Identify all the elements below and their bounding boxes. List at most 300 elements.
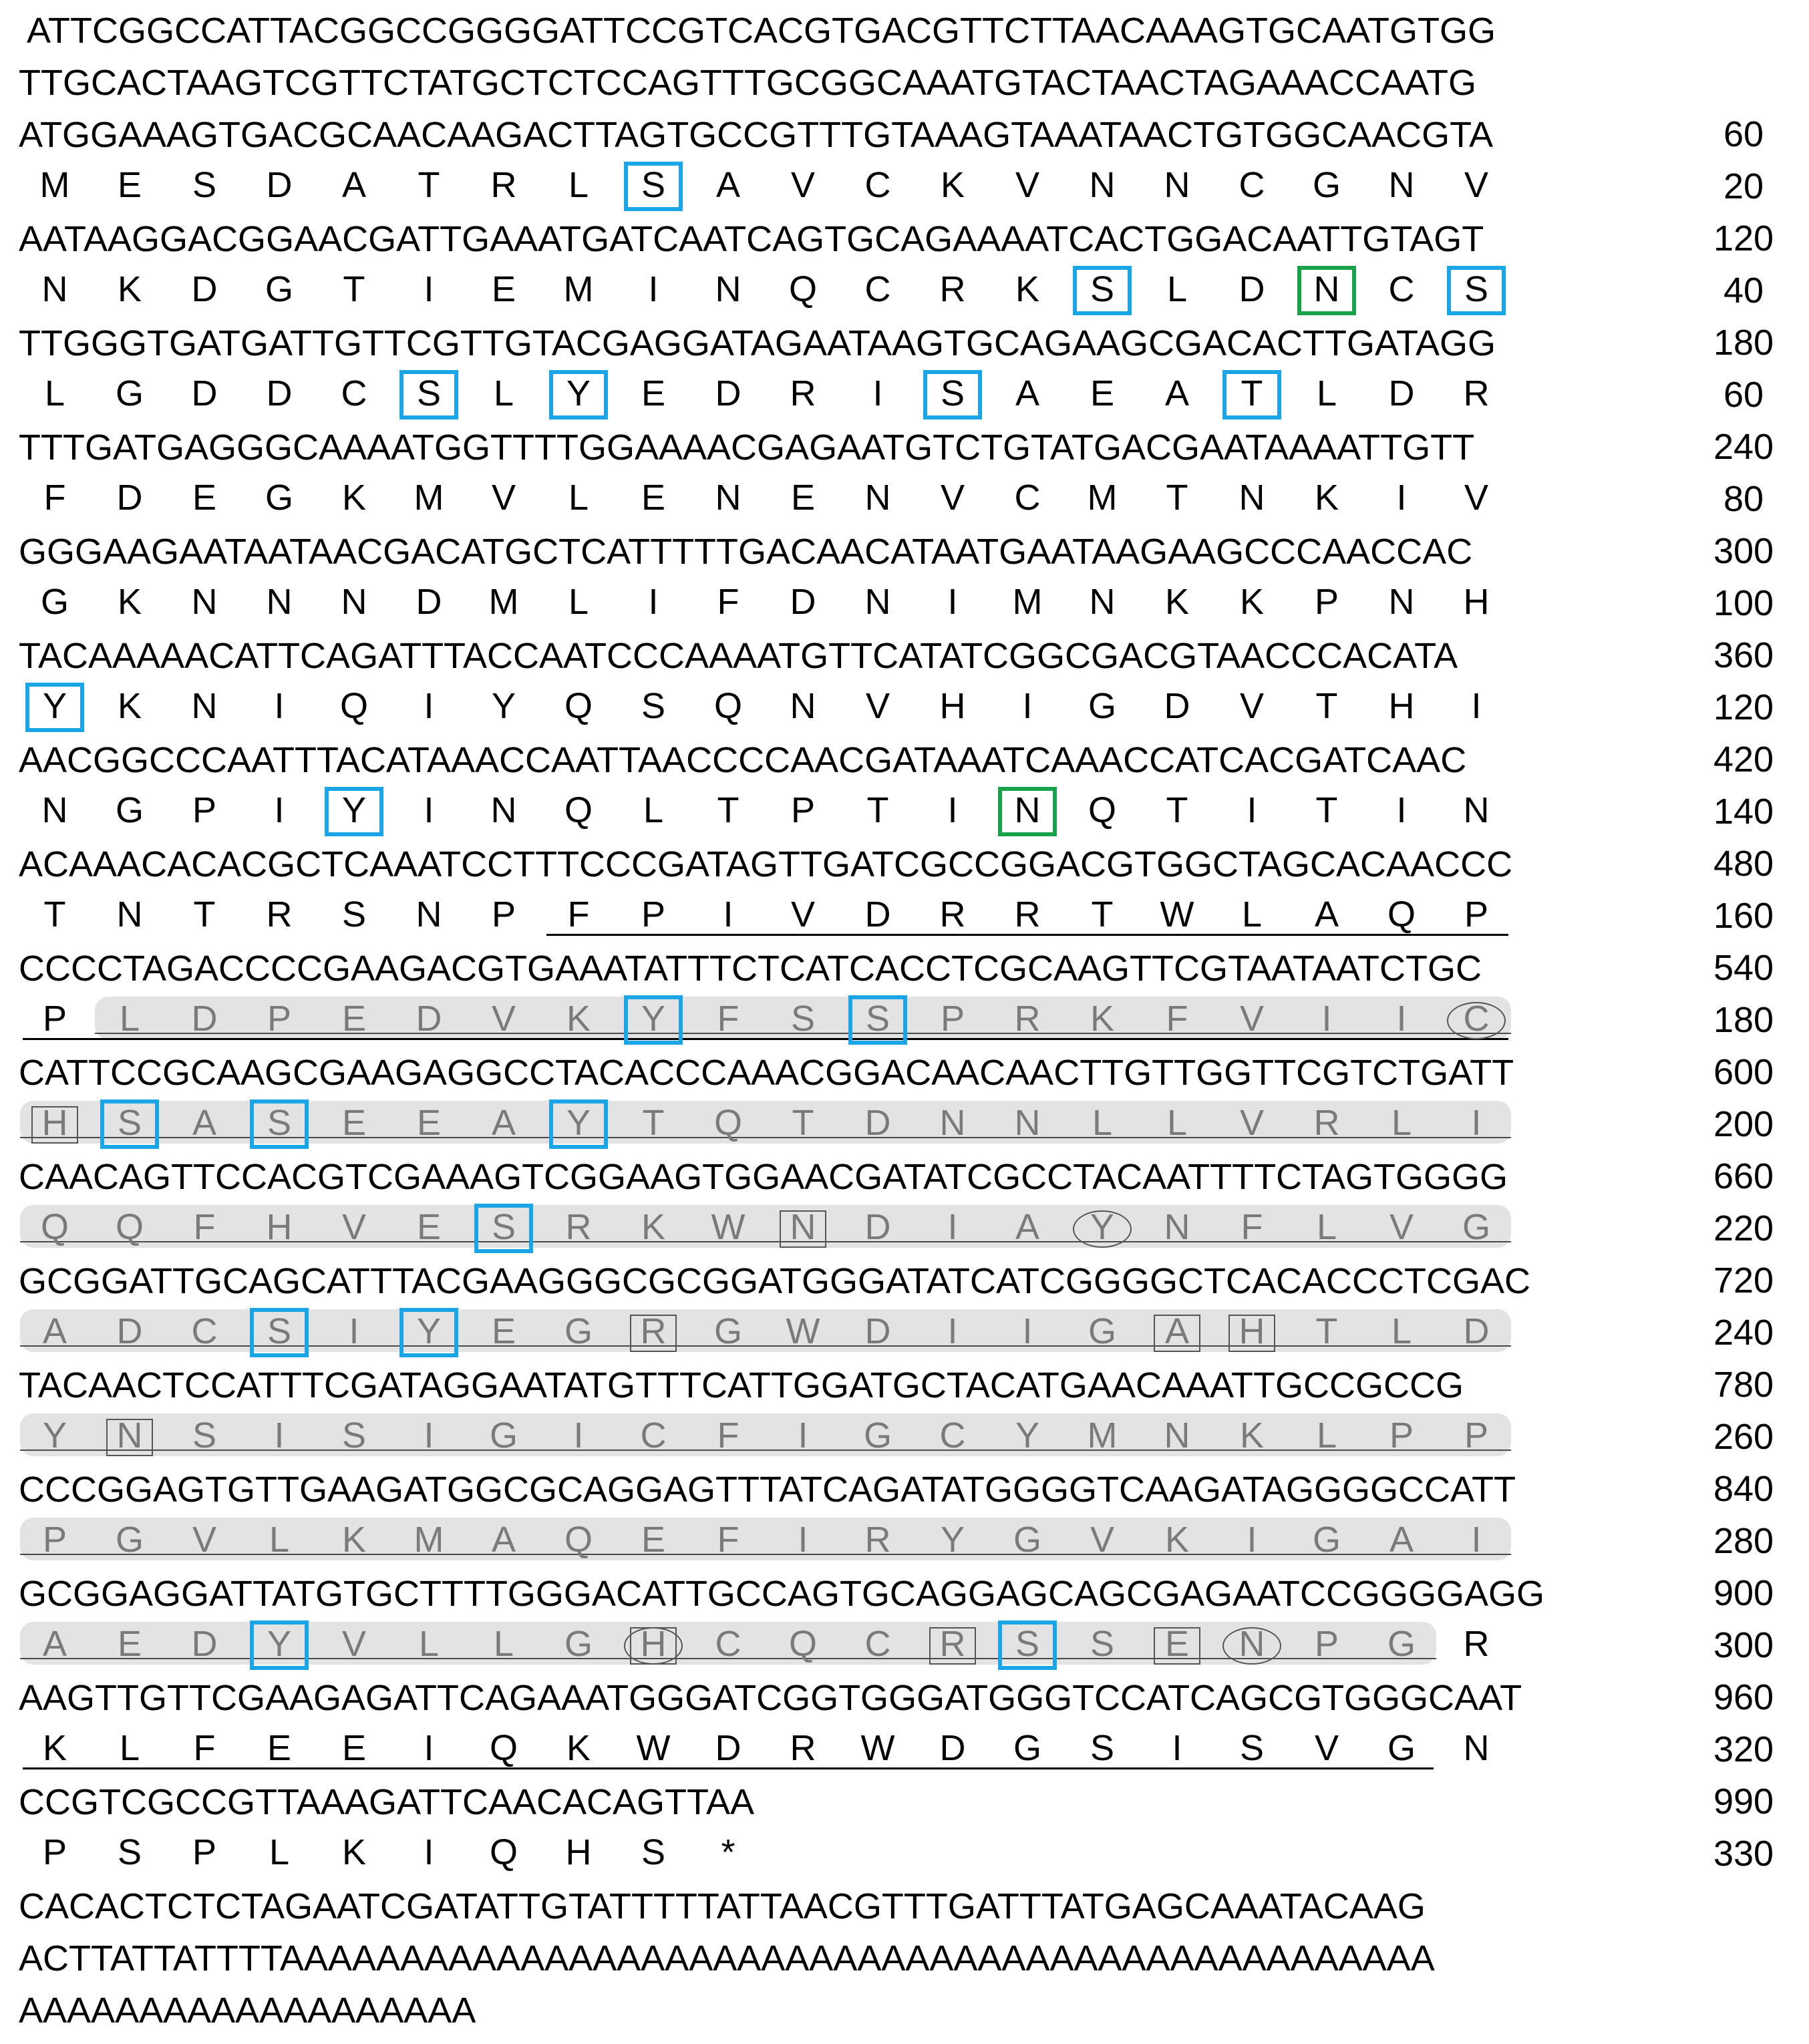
amino-acid: P bbox=[192, 790, 217, 830]
amino-acid: N bbox=[1164, 1207, 1190, 1247]
amino-acid: S bbox=[341, 1415, 367, 1456]
amino-acid: G bbox=[40, 582, 69, 622]
amino-acid: Q bbox=[1088, 790, 1116, 830]
amino-acid: V bbox=[1464, 165, 1489, 205]
modified-residue-box bbox=[1154, 1627, 1200, 1665]
amino-acid: G bbox=[1312, 1520, 1341, 1560]
amino-acid: T bbox=[866, 790, 889, 830]
nucleotide-sequence: AAGTTGTTCGAAGAGATTCAGAAATGGGATCGGTGGGATGGGTCCATCAGCGTGGGCAAT bbox=[19, 1678, 1522, 1718]
amino-acid: N bbox=[1164, 165, 1190, 205]
amino-acid: I bbox=[573, 1415, 584, 1456]
amino-acid: E bbox=[117, 165, 142, 205]
amino-acid: V bbox=[491, 478, 516, 518]
amino-acid-line bbox=[0, 1511, 1809, 1563]
amino-acid: I bbox=[798, 1415, 808, 1456]
amino-acid-position: 60 bbox=[1723, 375, 1764, 415]
amino-acid: S bbox=[341, 894, 367, 934]
nucleotide-line bbox=[0, 521, 1809, 573]
amino-acid: K bbox=[117, 582, 142, 622]
amino-acid: C bbox=[1388, 269, 1415, 309]
modified-residue-box bbox=[106, 1419, 153, 1456]
amino-acid: Y bbox=[267, 1624, 292, 1664]
amino-acid: D bbox=[191, 999, 218, 1039]
amino-acid: N bbox=[191, 582, 218, 622]
amino-acid: I bbox=[1396, 790, 1407, 830]
amino-acid: K bbox=[1090, 999, 1115, 1039]
amino-acid: P bbox=[940, 999, 965, 1039]
nucleotide-sequence: AATAAGGACGGAACGATTGAAATGATCAATCAGTGCAGAAAATCACTGGACAATTGTAGT bbox=[19, 219, 1484, 259]
amino-acid: Q bbox=[713, 1103, 742, 1143]
amino-acid-position: 140 bbox=[1713, 792, 1774, 832]
amino-acid: V bbox=[341, 1207, 367, 1247]
amino-acid: A bbox=[1015, 373, 1040, 413]
amino-acid: P bbox=[641, 894, 666, 934]
amino-acid: S bbox=[641, 1832, 666, 1872]
amino-acid: N bbox=[1014, 790, 1041, 830]
amino-acid-line bbox=[0, 1198, 1809, 1250]
amino-acid: Q bbox=[115, 1207, 144, 1247]
amino-acid: G bbox=[1387, 1728, 1416, 1768]
amino-acid: P bbox=[42, 1520, 67, 1560]
amino-acid: K bbox=[341, 1520, 367, 1560]
amino-acid: N bbox=[416, 894, 442, 934]
nucleotide-position: 180 bbox=[1713, 323, 1774, 363]
amino-acid: T bbox=[1315, 686, 1338, 726]
amino-acid: Y bbox=[416, 1311, 442, 1351]
amino-acid: C bbox=[1014, 478, 1041, 518]
catalytic-residue-circle bbox=[1222, 1627, 1281, 1665]
amino-acid: Q bbox=[1387, 894, 1416, 934]
amino-acid: E bbox=[192, 478, 217, 518]
amino-acid: S bbox=[940, 373, 965, 413]
amino-acid: L bbox=[493, 1624, 514, 1664]
amino-acid: V bbox=[1464, 478, 1489, 518]
amino-acid: I bbox=[424, 1415, 434, 1456]
nucleotide-line bbox=[0, 1250, 1809, 1303]
amino-acid: T bbox=[1091, 894, 1114, 934]
amino-acid: L bbox=[643, 790, 664, 830]
phosphorylation-site-box bbox=[250, 1621, 309, 1670]
nucleotide-sequence: GCGGAGGATTATGTGCTTTTGGGACATTGCCAGTGCAGGAGCAGCGAGAATCCGGGGAGG bbox=[19, 1574, 1545, 1614]
amino-acid: M bbox=[39, 165, 70, 205]
nucleotide-line bbox=[0, 938, 1809, 990]
amino-acid: I bbox=[1022, 1311, 1033, 1351]
amino-acid: S bbox=[790, 999, 816, 1039]
amino-acid: R bbox=[640, 1311, 667, 1351]
amino-acid: Y bbox=[1015, 1415, 1040, 1456]
amino-acid: Y bbox=[641, 999, 666, 1039]
nucleotide-position: 900 bbox=[1713, 1573, 1774, 1613]
amino-acid-position: 40 bbox=[1723, 271, 1764, 311]
amino-acid: F bbox=[717, 1520, 739, 1560]
amino-acid: V bbox=[192, 1520, 217, 1560]
amino-acid: V bbox=[940, 478, 965, 518]
amino-acid: K bbox=[117, 686, 142, 726]
amino-acid: T bbox=[642, 1103, 665, 1143]
amino-acid: S bbox=[192, 165, 217, 205]
amino-acid: G bbox=[564, 1311, 593, 1351]
nucleotide-line bbox=[0, 1928, 1809, 1980]
amino-acid: H bbox=[266, 1207, 293, 1247]
amino-acid: R bbox=[266, 894, 293, 934]
amino-acid: N bbox=[1014, 1103, 1041, 1143]
amino-acid: Y bbox=[566, 373, 591, 413]
amino-acid: N bbox=[341, 582, 367, 622]
amino-acid: V bbox=[341, 1624, 367, 1664]
amino-acid: L bbox=[418, 1624, 440, 1664]
amino-acid: V bbox=[1239, 686, 1265, 726]
amino-acid: D bbox=[864, 894, 891, 934]
amino-acid: N bbox=[1388, 582, 1415, 622]
amino-acid: G bbox=[1088, 686, 1116, 726]
amino-acid: G bbox=[1013, 1520, 1041, 1560]
modified-residue-box bbox=[630, 1315, 677, 1352]
amino-acid: F bbox=[193, 1728, 216, 1768]
amino-acid: D bbox=[1164, 686, 1190, 726]
amino-acid: N bbox=[116, 1415, 143, 1456]
amino-acid: K bbox=[1164, 582, 1190, 622]
modified-residue-box bbox=[1228, 1315, 1275, 1352]
amino-acid: N bbox=[1089, 582, 1116, 622]
amino-acid: E bbox=[1090, 373, 1115, 413]
nucleotide-sequence: GCGGATTGCAGCATTTACGAAGGGCGCGGATGGGATATCATCGGGGCTCACACCCTCGAC bbox=[19, 1261, 1531, 1301]
amino-acid: G bbox=[489, 1415, 518, 1456]
modified-residue-box bbox=[780, 1210, 826, 1248]
amino-acid: M bbox=[414, 1520, 444, 1560]
nucleotide-sequence: TACAACTCCATTTCGATAGGAATATGTTTCATTGGATGCTACATGAACAAATTGCCGCCG bbox=[19, 1365, 1464, 1405]
amino-acid: E bbox=[491, 269, 516, 309]
amino-acid: K bbox=[641, 1207, 666, 1247]
amino-acid: L bbox=[568, 582, 589, 622]
phosphorylation-site-box bbox=[474, 1204, 533, 1253]
amino-acid: S bbox=[1239, 1728, 1265, 1768]
amino-acid: C bbox=[191, 1311, 218, 1351]
amino-acid: I bbox=[648, 582, 659, 622]
amino-acid-position: 300 bbox=[1713, 1625, 1774, 1665]
phosphorylation-site-box bbox=[848, 995, 907, 1045]
amino-acid: N bbox=[1164, 1415, 1190, 1456]
amino-acid: T bbox=[1315, 1311, 1338, 1351]
amino-acid: P bbox=[1314, 1624, 1339, 1664]
amino-acid: L bbox=[1316, 373, 1337, 413]
nucleotide-sequence: ATGGAAAGTGACGCAACAAGACTTAGTGCCGTTTGTAAAGTAAATAACTGTGGCAACGTA bbox=[19, 115, 1494, 155]
amino-acid-position: 260 bbox=[1713, 1417, 1774, 1457]
amino-acid: Q bbox=[564, 1520, 593, 1560]
nucleotide-line bbox=[0, 208, 1809, 261]
amino-acid-position: 330 bbox=[1713, 1834, 1774, 1874]
amino-acid: I bbox=[1471, 1520, 1482, 1560]
amino-acid-line bbox=[0, 990, 1809, 1042]
amino-acid: E bbox=[341, 1728, 367, 1768]
amino-acid: N bbox=[715, 269, 742, 309]
nucleotide-position: 840 bbox=[1713, 1469, 1774, 1509]
amino-acid: G bbox=[564, 1624, 593, 1664]
amino-acid: N bbox=[939, 1103, 966, 1143]
nucleotide-position: 720 bbox=[1713, 1260, 1774, 1301]
nucleotide-line bbox=[0, 625, 1809, 677]
amino-acid: T bbox=[1241, 373, 1263, 413]
amino-acid: A bbox=[1314, 894, 1339, 934]
amino-acid: D bbox=[1239, 269, 1265, 309]
amino-acid: P bbox=[192, 1832, 217, 1872]
amino-acid: C bbox=[864, 165, 891, 205]
amino-acid: T bbox=[717, 790, 739, 830]
amino-acid: L bbox=[1316, 1415, 1337, 1456]
amino-acid: E bbox=[267, 1728, 292, 1768]
amino-acid: T bbox=[1315, 790, 1338, 830]
amino-acid: V bbox=[1314, 1728, 1339, 1768]
nucleotide-position: 960 bbox=[1713, 1677, 1774, 1717]
amino-acid: V bbox=[1015, 165, 1040, 205]
amino-acid-line bbox=[0, 573, 1809, 625]
amino-acid: Q bbox=[788, 269, 817, 309]
amino-acid: T bbox=[193, 894, 216, 934]
amino-acid: R bbox=[790, 1728, 816, 1768]
amino-acid: R bbox=[490, 165, 517, 205]
amino-acid: Y bbox=[341, 790, 367, 830]
amino-acid: F bbox=[193, 1207, 216, 1247]
amino-acid: L bbox=[119, 1728, 140, 1768]
nucleotide-position: 120 bbox=[1713, 218, 1774, 259]
amino-acid: W bbox=[860, 1728, 895, 1768]
amino-acid: D bbox=[416, 999, 442, 1039]
amino-acid: H bbox=[1239, 1311, 1265, 1351]
amino-acid: S bbox=[267, 1311, 292, 1351]
nucleotide-position: 480 bbox=[1713, 844, 1774, 884]
amino-acid: P bbox=[1464, 1415, 1489, 1456]
amino-acid: I bbox=[947, 582, 958, 622]
amino-acid: D bbox=[266, 165, 293, 205]
amino-acid: Q bbox=[713, 686, 742, 726]
nucleotide-position: 300 bbox=[1713, 531, 1774, 571]
amino-acid: T bbox=[1166, 790, 1188, 830]
amino-acid: F bbox=[1166, 999, 1188, 1039]
amino-acid: D bbox=[1388, 373, 1415, 413]
amino-acid: S bbox=[641, 686, 666, 726]
amino-acid: N bbox=[191, 686, 218, 726]
amino-acid: C bbox=[640, 1415, 667, 1456]
amino-acid: I bbox=[1471, 686, 1482, 726]
amino-acid-line bbox=[0, 1824, 1809, 1876]
amino-acid: A bbox=[491, 1520, 516, 1560]
amino-acid-line bbox=[0, 469, 1809, 521]
phosphorylation-site-box bbox=[250, 1308, 309, 1357]
amino-acid: G bbox=[863, 1415, 892, 1456]
phosphorylation-site-box bbox=[399, 370, 458, 419]
amino-acid: K bbox=[341, 1832, 367, 1872]
amino-acid: S bbox=[1464, 269, 1489, 309]
phosphorylation-site-box bbox=[1222, 370, 1281, 419]
amino-acid: L bbox=[269, 1832, 290, 1872]
nucleotide-line bbox=[0, 0, 1809, 52]
amino-acid: K bbox=[42, 1728, 67, 1768]
amino-acid-position: 120 bbox=[1713, 687, 1774, 727]
amino-acid-position: 220 bbox=[1713, 1208, 1774, 1248]
amino-acid: N bbox=[490, 790, 517, 830]
amino-acid: F bbox=[717, 1415, 739, 1456]
amino-acid: L bbox=[119, 999, 140, 1039]
amino-acid: L bbox=[44, 373, 65, 413]
phosphorylation-site-box bbox=[549, 1099, 608, 1149]
amino-acid: V bbox=[865, 686, 890, 726]
amino-acid: I bbox=[424, 686, 434, 726]
amino-acid: I bbox=[947, 1207, 958, 1247]
amino-acid: K bbox=[1015, 269, 1040, 309]
amino-acid: Y bbox=[1090, 1207, 1115, 1247]
amino-acid: T bbox=[792, 1103, 814, 1143]
amino-acid-line bbox=[0, 886, 1809, 938]
amino-acid: E bbox=[341, 1103, 367, 1143]
amino-acid: F bbox=[1241, 1207, 1263, 1247]
nucleotide-line bbox=[0, 104, 1809, 156]
nucleotide-sequence: TTGGGTGATGATTGTTCGTTGTACGAGGATAGAATAAGTGCAGAAGCGACACTTGATAGG bbox=[19, 323, 1496, 363]
amino-acid: I bbox=[1321, 999, 1332, 1039]
nucleotide-line bbox=[0, 1980, 1809, 2032]
amino-acid-line bbox=[0, 1303, 1809, 1355]
amino-acid: Q bbox=[489, 1832, 518, 1872]
amino-acid: C bbox=[1239, 165, 1265, 205]
amino-acid: G bbox=[265, 269, 293, 309]
amino-acid: A bbox=[1015, 1207, 1040, 1247]
amino-acid: G bbox=[1088, 1311, 1116, 1351]
amino-acid: K bbox=[1314, 478, 1339, 518]
modified-residue-box bbox=[1154, 1315, 1200, 1352]
amino-acid: Q bbox=[788, 1624, 817, 1664]
nucleotide-position: 780 bbox=[1713, 1365, 1774, 1405]
amino-acid: C bbox=[341, 373, 367, 413]
amino-acid: P bbox=[42, 1832, 67, 1872]
amino-acid: R bbox=[1463, 373, 1490, 413]
amino-acid-position: 280 bbox=[1713, 1521, 1774, 1561]
amino-acid-line bbox=[0, 365, 1809, 417]
amino-acid: D bbox=[191, 1624, 218, 1664]
amino-acid: F bbox=[717, 582, 739, 622]
amino-acid: C bbox=[1463, 999, 1490, 1039]
amino-acid: H bbox=[640, 1624, 667, 1664]
amino-acid: E bbox=[641, 478, 666, 518]
amino-acid: L bbox=[568, 165, 589, 205]
amino-acid-line bbox=[0, 261, 1809, 313]
amino-acid: M bbox=[563, 269, 594, 309]
amino-acid: I bbox=[274, 790, 285, 830]
amino-acid: E bbox=[416, 1207, 442, 1247]
amino-acid: W bbox=[636, 1728, 671, 1768]
phosphorylation-site-box bbox=[1073, 266, 1132, 315]
amino-acid: A bbox=[715, 165, 741, 205]
phosphorylation-site-box bbox=[1447, 266, 1506, 315]
nucleotide-line bbox=[0, 729, 1809, 782]
amino-acid: P bbox=[1389, 1415, 1414, 1456]
amino-acid: R bbox=[939, 1624, 966, 1664]
amino-acid: H bbox=[41, 1103, 68, 1143]
amino-acid: A bbox=[1164, 373, 1190, 413]
amino-acid: P bbox=[790, 790, 816, 830]
amino-acid: N bbox=[1313, 269, 1340, 309]
amino-acid: G bbox=[1312, 165, 1341, 205]
amino-acid: I bbox=[1471, 1103, 1482, 1143]
amino-acid: H bbox=[1388, 686, 1415, 726]
amino-acid-position: 100 bbox=[1713, 583, 1774, 623]
phosphorylation-site-box bbox=[399, 1308, 458, 1357]
amino-acid: N bbox=[1463, 1728, 1490, 1768]
glycosylation-site-box bbox=[998, 787, 1057, 836]
amino-acid: V bbox=[790, 894, 816, 934]
amino-acid: S bbox=[192, 1415, 217, 1456]
amino-acid: S bbox=[1015, 1624, 1040, 1664]
nucleotide-line bbox=[0, 52, 1809, 104]
amino-acid: R bbox=[565, 1207, 592, 1247]
amino-acid: I bbox=[424, 269, 434, 309]
amino-acid: W bbox=[711, 1207, 746, 1247]
amino-acid: I bbox=[723, 894, 733, 934]
amino-acid: I bbox=[424, 790, 434, 830]
nucleotide-sequence: TTTGATGAGGGCAAAATGGTTTTGGAAAACGAGAATGTCTGTATGACGAATAAAATTGTT bbox=[19, 428, 1475, 468]
nucleotide-position: 540 bbox=[1713, 948, 1774, 988]
amino-acid: I bbox=[1247, 1520, 1257, 1560]
amino-acid: L bbox=[1391, 1311, 1412, 1351]
amino-acid: G bbox=[713, 1311, 742, 1351]
amino-acid: Q bbox=[489, 1728, 518, 1768]
amino-acid: I bbox=[1396, 478, 1407, 518]
amino-acid: P bbox=[491, 894, 516, 934]
modified-residue-box bbox=[929, 1627, 976, 1665]
amino-acid-line bbox=[0, 782, 1809, 834]
nucleotide-line bbox=[0, 1563, 1809, 1615]
nucleotide-sequence: CATTCCGCAAGCGAAGAGGCCTACACCCAAACGGACAACAACTTGTTGGTTCGTCTGATT bbox=[19, 1053, 1514, 1093]
amino-acid: V bbox=[1090, 1520, 1115, 1560]
nucleotide-sequence: ATTCGGCCATTACGGCCGGGGATTCCGTCACGTGACGTTCTTAACAAAGTGCAATGTGG bbox=[19, 11, 1496, 51]
amino-acid: L bbox=[1092, 1103, 1113, 1143]
amino-acid: N bbox=[715, 478, 742, 518]
amino-acid: A bbox=[341, 165, 367, 205]
amino-acid: D bbox=[116, 478, 143, 518]
amino-acid: D bbox=[116, 1311, 143, 1351]
amino-acid: C bbox=[939, 1415, 966, 1456]
nucleotide-line bbox=[0, 1667, 1809, 1719]
amino-acid: D bbox=[864, 1207, 891, 1247]
amino-acid: M bbox=[1012, 582, 1043, 622]
amino-acid-position: 240 bbox=[1713, 1313, 1774, 1353]
phosphorylation-site-box bbox=[923, 370, 982, 419]
amino-acid: F bbox=[567, 894, 590, 934]
amino-acid: D bbox=[715, 373, 742, 413]
amino-acid: P bbox=[42, 999, 67, 1039]
modified-residue-box bbox=[31, 1106, 78, 1144]
amino-acid: V bbox=[790, 165, 816, 205]
amino-acid: R bbox=[864, 1520, 891, 1560]
nucleotide-line bbox=[0, 1146, 1809, 1198]
amino-acid: Q bbox=[564, 790, 593, 830]
glycosylation-site-box bbox=[1297, 266, 1356, 315]
amino-acid: N bbox=[864, 582, 891, 622]
nucleotide-sequence: TACAAAAACATTCAGATTTACCAATCCCAAAATGTTCATATCGGCGACGTAACCCACATA bbox=[19, 636, 1458, 676]
catalytic-residue-circle bbox=[1073, 1210, 1132, 1248]
amino-acid-position: 320 bbox=[1713, 1729, 1774, 1769]
amino-acid: S bbox=[641, 165, 666, 205]
amino-acid: Y bbox=[42, 1415, 67, 1456]
amino-acid: D bbox=[1463, 1311, 1490, 1351]
amino-acid: Y bbox=[940, 1520, 965, 1560]
amino-acid: D bbox=[864, 1311, 891, 1351]
amino-acid: G bbox=[115, 790, 144, 830]
nucleotide-line bbox=[0, 1771, 1809, 1824]
phosphorylation-site-box bbox=[998, 1621, 1057, 1670]
nucleotide-sequence: CCCCTAGACCCCGAAGACGTGAAATATTTCTCATCACCTCGCAAGTTCGTAATAATCTGC bbox=[19, 949, 1482, 989]
amino-acid: M bbox=[1087, 1415, 1118, 1456]
amino-acid: E bbox=[790, 478, 816, 518]
catalytic-residue-circle bbox=[1447, 1002, 1506, 1039]
amino-acid: I bbox=[274, 1415, 285, 1456]
